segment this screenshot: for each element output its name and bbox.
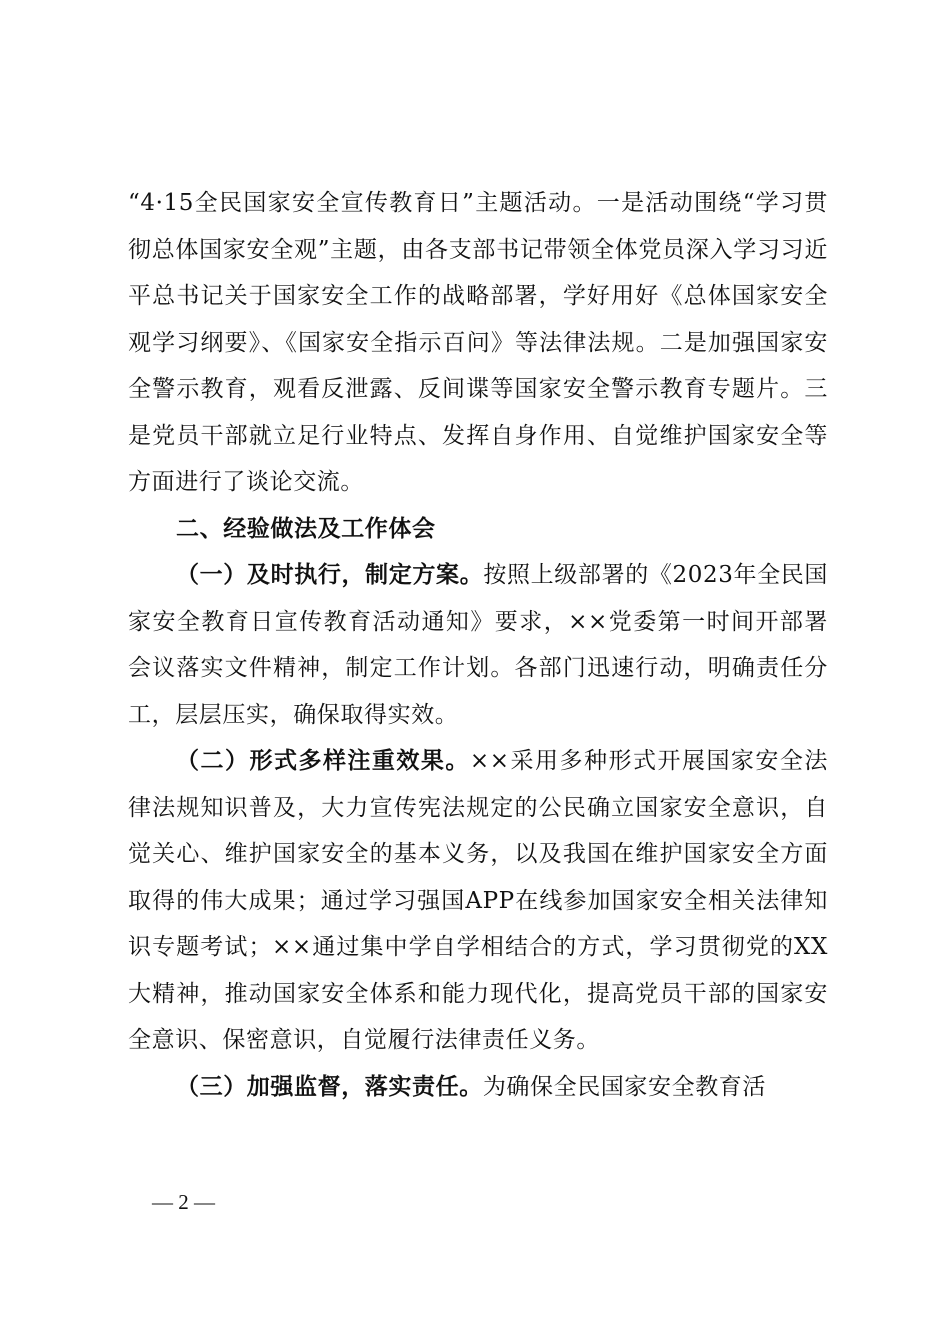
document-body (128, 180, 828, 1110)
page-number: — 2 — (152, 1190, 215, 1214)
paragraph-activity-summary: “4·15全民国家安全宣传教育日”主题活动。一是活动围绕“学习贯彻总体国家安全观”主题，由各支部书记带领全体党员深入学习习近平总书记关于国家安全工作的战略部署，学好用好《总体国家安全观学习纲要》、《国家安全指示百问》等法律法规。二是加强国家安全警示教育，观看反泄露、反间谍等国家安全警示教育专题片。三是党员干部就立足行业特点、发挥自身作用、自觉维护国家安全等方面进行了谈论交流。 (128, 190, 828, 495)
subsection-timely-execution (128, 552, 828, 738)
subsection-body: 为确保全民国家安全教育活 (482, 1073, 767, 1100)
section-heading-experience: 二、经验做法及工作体会 (176, 515, 436, 542)
subsection-body: 按照上级部署的《2023年全民国家安全教育日宣传教育活动通知》要求，××党委第一时间开部署会议落实文件精神，制定工作计划。各部门迅速行动，明确责任分工，层层压实，确保取得实效。 (128, 562, 828, 728)
subsection-lead: （三）加强监督，落实责任。 (176, 1072, 483, 1100)
subsection-supervision (128, 1064, 828, 1111)
subsection-lead: （一）及时执行，制定方案。 (176, 561, 484, 588)
subsection-body: ××采用多种形式开展国家安全法律法规知识普及，大力宣传宪法规定的公民确立国家安全意识，自觉关心、维护国家安全的基本义务，以及我国在维护国家安全方面取得的伟大成果；通过学习强国APP在线参加国家安全相关法律知识专题考试；××通过集中学自学相结合的方式，学习贯彻党的XX大精神，推动国家安全体系和能力现代化，提高党员干部的国家安全意识、保密意识，自觉履行法律责任义务。 (128, 748, 829, 1053)
subsection-lead: （二）形式多样注重效果。 (176, 747, 470, 774)
subsection-diverse-forms (128, 738, 828, 1064)
